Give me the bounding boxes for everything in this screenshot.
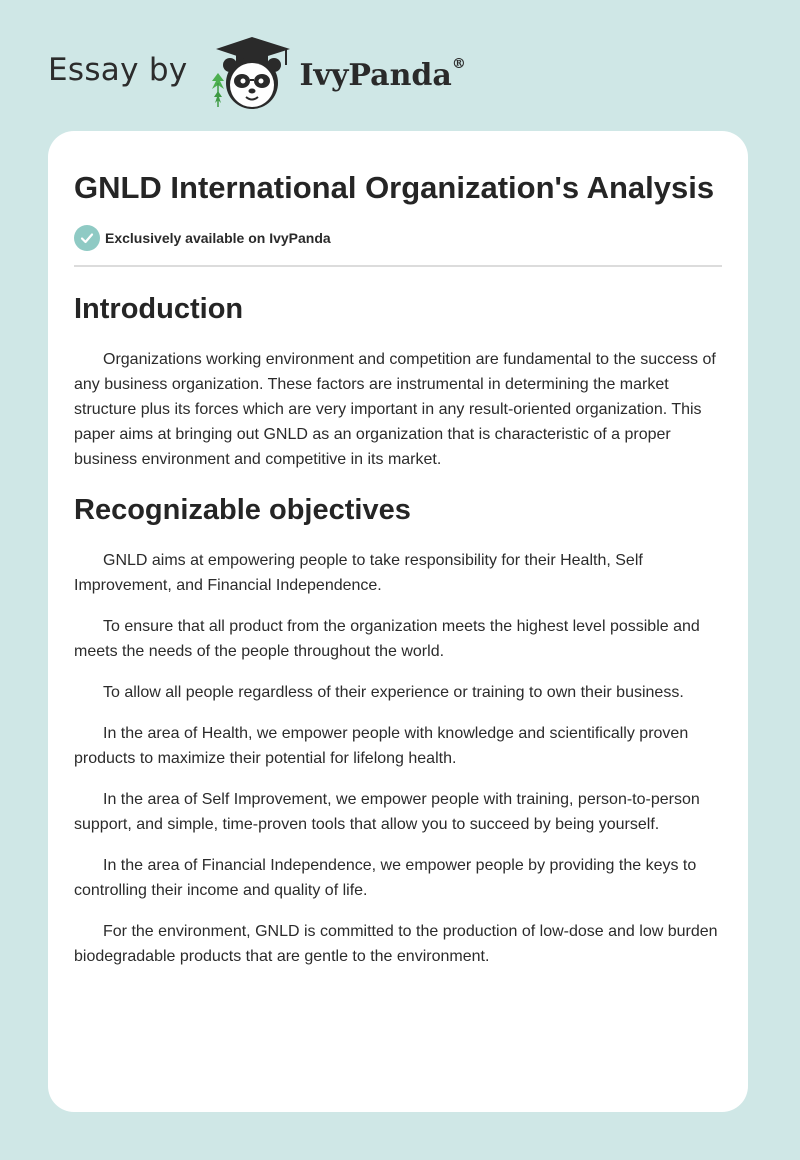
site-header	[48, 34, 466, 114]
check-icon	[74, 225, 100, 251]
essay-by-label: Essay by	[48, 52, 188, 88]
page-title: GNLD International Organization's Analysis	[74, 170, 715, 205]
exclusive-badge	[74, 225, 722, 267]
brand-text: IvyPanda	[299, 57, 452, 93]
paragraph: To ensure that all product from the organization meets the highest level possible and meets the needs of the people throughout the world.	[74, 618, 700, 660]
paragraph: For the environment, GNLD is committed to the production of low-dose and low burden biodegradable products that are gentle to the environment.	[74, 923, 718, 965]
paragraph: In the area of Self Improvement, we empower people with training, person-to-person support, and simple, time-proven tools that allow you to succeed by being yourself.	[74, 791, 700, 833]
article-card	[48, 131, 748, 1112]
paragraph: In the area of Health, we empower people with knowledge and scientifically proven products to maximize their potential for lifelong health.	[74, 725, 689, 767]
paragraph: GNLD aims at empowering people to take responsibility for their Health, Self Improvement, and Financial Independence.	[74, 552, 643, 594]
section-heading-introduction: Introduction	[74, 293, 244, 325]
exclusive-badge-label: Exclusively available on IvyPanda	[105, 230, 331, 246]
registered-mark: ®	[451, 55, 466, 72]
paragraph: In the area of Financial Independence, we empower people by providing the keys to controlling their income and quality of life.	[74, 857, 697, 899]
paragraph: Organizations working environment and competition are fundamental to the success of any business organization. These factors are instrumental in determining the market structure plus its forces which are very important in any result-oriented organization. This paper aims at bringing out GNLD as an organization that is characteristic of a proper business environment and competitive in its market.	[74, 351, 716, 468]
paragraph: To allow all people regardless of their experience or training to own their business.	[103, 684, 684, 701]
panda-logo-icon[interactable]	[206, 35, 298, 113]
brand-name[interactable]	[299, 55, 466, 93]
section-heading-objectives: Recognizable objectives	[74, 494, 411, 526]
